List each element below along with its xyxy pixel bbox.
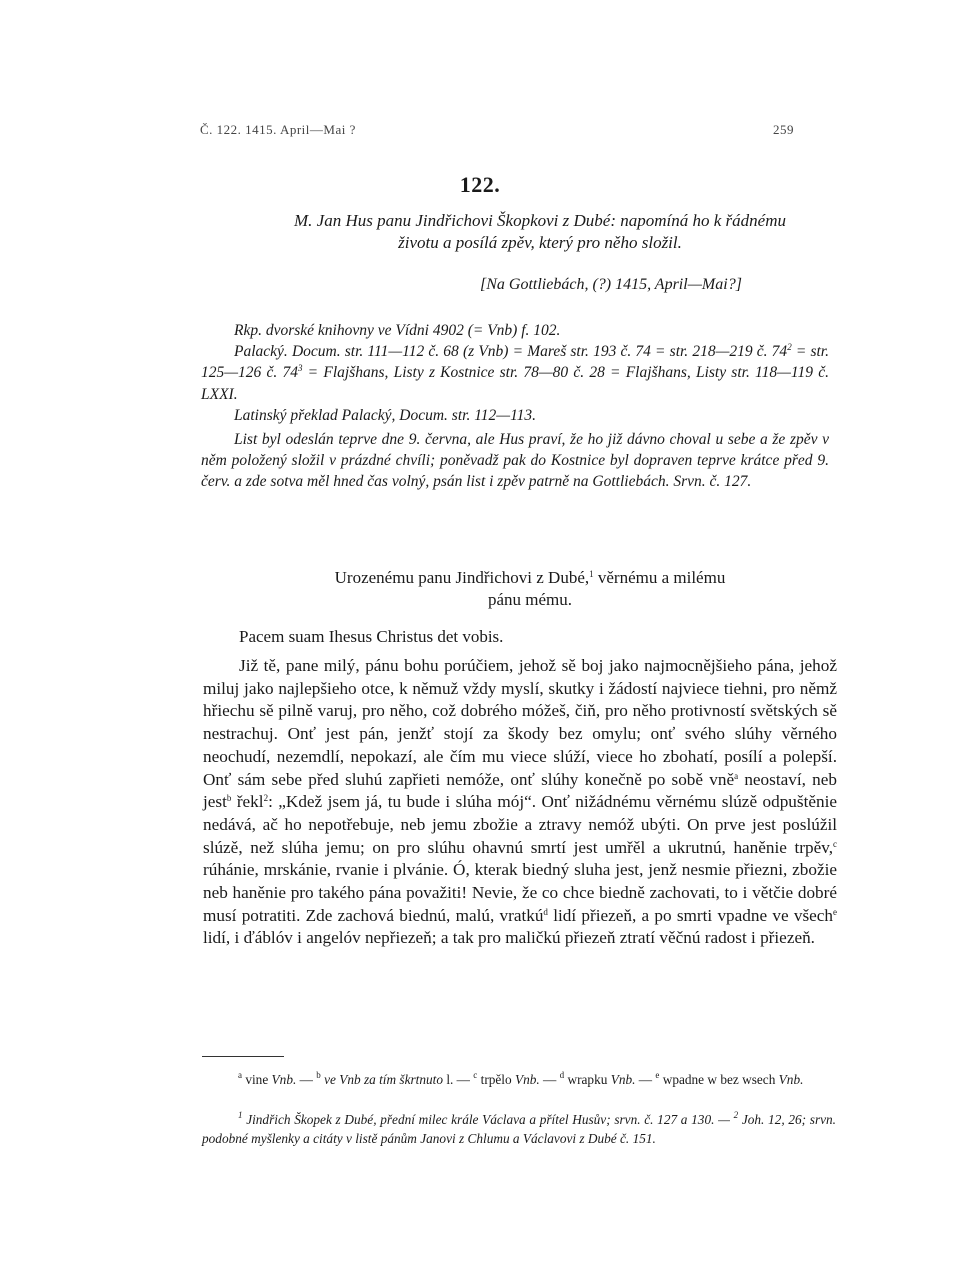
footnotes: $^1$ Jindřich Škopek z Dubé, přední milec krále Václava a přítel Husův; srvn. č. 127 a 130. — $^2$ Joh. 12, 26; srvn. podobné myšlenky a citáty v listě pánům Janovi z Chlumu a Václavovi z Dubé č. 151. bbox=[202, 1110, 837, 1146]
document-number: 122. bbox=[459, 172, 501, 197]
footnote-rule bbox=[202, 1056, 284, 1057]
editions-note: Palacký. Docum. str. 111—112 č. 68 (z Vnb) = Mareš str. 193 č. 74 = str. 218—219 č. $74^2$ = str. 125—126 č. $74^3$ = Flajšhans, Listy z Kostnice str. 78—80 č. 28 = Flajšhans, Listy str. 118—119 č. LXXI. bbox=[201, 342, 829, 403]
document-title bbox=[230, 210, 850, 254]
running-head-left: Č. 122. 1415. April—Mai ? bbox=[200, 122, 356, 137]
letter-paragraph: Již tě, pane milý, pánu bohu porúčiem, jehož sě boj jako najmocnějšieho pána, jehož miluj jako najlepšieho otce, k němuž vždy myslí, skutky i žádostí najviece tiehni, pro němž hřiechu sě pilně varuj, pro něho, což dobrého móžeš, čiň, pro něho protivností světských sě nestrachuj. Onť jest pán, jenžť stojí za škody bez omylu; onť svého slúhy věrného neochudí, nezemdlí, nepokazí, ale čím mu viece slúží, viece ho zbohatí, posílí a polepší. Onť sám sebe před sluhú zapřieti nemóže, onť slúhy konečně po sobě vně$^a$ neostaví, neb jest$^b$ řekl$^2$: „Kdež jsem já, tu bude i slúha mój“. Onť nižádnému věrnému slúzě odpuštěnie nedává, ač ho nepotřebuje, neb jemu zbožie a ztravy nemóž ubýti. On prve jest poslúžil slúzě, než slúha jemu; on pro slúhu ohavnú smrtí jest umřěl a ukrutnú, haněnie trpěv,$^c$ rúhánie, mrskánie, rvanie i plvánie. Ó, kterak biedný sluha jest, jenž nesmie přiezni, zbožie neb haněnie pro takého pána považiti! Nevie, že co chce biedně zachovati, to i větčie dobré musí potratiti. Zde zachová biednú, malú, vratkú$^d$ lidí přiezeň, a po smrti vpadne ve všech$^e$ lidí, i ďáblóv i angelóv nepřiezeň; a tak pro maličkú přiezeň ztratí věčnú radost i přiezeň. bbox=[203, 656, 837, 948]
title-line-1: M. Jan Hus panu Jindřichovi Škopkovi z Dubé: napomíná ho k řádnému bbox=[294, 211, 786, 230]
place-date: [Na Gottliebách, (?) 1415, April—Mai?] bbox=[480, 276, 742, 293]
letter-body bbox=[203, 655, 837, 950]
latin-translation-note: Latinský překlad Palacký, Docum. str. 112—113. bbox=[234, 406, 537, 424]
page-number: 259 bbox=[773, 122, 794, 137]
textual-apparatus: $^a$ vine Vnb. — $^b$ ve Vnb za tím škrtnuto l. — $^c$ trpělo Vnb. — $^d$ wrapku Vnb. — $^e$ wpadne w bez wsech Vnb. bbox=[238, 1070, 804, 1087]
manuscript-note: Rkp. dvorské knihovny ve Vídni 4902 (= Vnb) f. 102. bbox=[234, 322, 561, 339]
letter-greeting: Pacem suam Ihesus Christus det vobis. bbox=[239, 627, 504, 646]
running-head bbox=[200, 122, 794, 138]
title-line-2: životu a posílá zpěv, který pro něho složil. bbox=[398, 233, 682, 252]
address-line-1: Urozenému panu Jindřichovi z Dubé,$^1$ věrnému a milému bbox=[334, 568, 726, 587]
letter-address bbox=[220, 567, 840, 611]
address-line-2: pánu mému. bbox=[487, 590, 573, 609]
commentary-note: List byl odeslán teprve dne 9. června, ale Hus praví, že ho již dávno choval u sebe a že zpěv v něm položený složil v prázdné chvíli; poněvadž pak do Kostnice byl dopraven teprve krátce před 9. červ. a zde sotva měl hned čas volný, psán list i zpěv patrně na Gottliebách. Srvn. č. 127. bbox=[201, 431, 829, 491]
editorial-notes bbox=[201, 320, 829, 493]
